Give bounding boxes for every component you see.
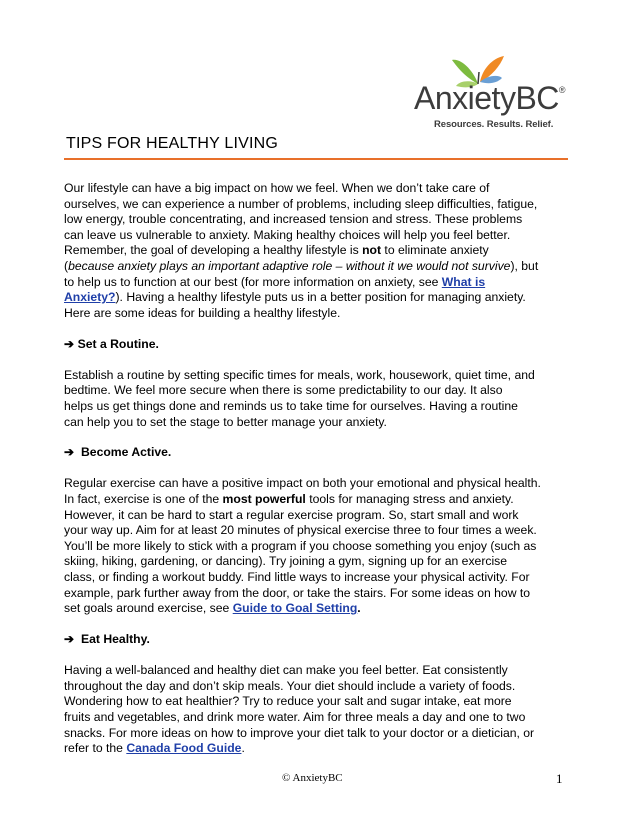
- active-paragraph: [64, 476, 574, 616]
- document-body: [64, 181, 574, 757]
- active-line: your way up. Aim for at least 20 minutes of physical exercise three to four times a week.: [64, 523, 537, 538]
- intro-line: (because anxiety plays an important adaptive role – without it we would not survive), but: [64, 258, 539, 273]
- intro-line: to help us to function at our best (for more information on anxiety, see What is: [64, 274, 486, 289]
- active-line: You’ll be more likely to stick with a program if you choose something you enjoy (such as: [64, 538, 537, 553]
- eat-line: fruits and vegetables, and drink more water. Aim for three meals a day and one to two: [64, 709, 526, 724]
- eat-line: Having a well-balanced and healthy diet can make you feel better. Eat consistently: [64, 663, 508, 678]
- guide-to-goal-setting-link[interactable]: Guide to Goal Setting: [232, 601, 358, 616]
- emphasis-most-powerful: most powerful: [222, 492, 306, 507]
- intro-line: low energy, trouble concentrating, and increased tension and stress. These problems: [64, 212, 523, 227]
- logo-tagline: Resources. Results. Relief.: [434, 119, 554, 130]
- anxietybc-logo: [410, 50, 570, 135]
- routine-line: helps us get things done and reminds us to take time for ourselves. Having a routine: [64, 398, 518, 413]
- routine-line: bedtime. We feel more secure when there is some predictability to our day. It also: [64, 383, 503, 398]
- page-number: 1: [556, 771, 563, 786]
- canada-food-guide-link[interactable]: Canada Food Guide: [126, 741, 242, 756]
- page-title: TIPS FOR HEALTHY LIVING: [66, 135, 279, 152]
- active-line: In fact, exercise is one of the most powerful tools for managing stress and anxiety.: [64, 492, 514, 507]
- section-heading-active: ➔ Become Active.: [64, 445, 172, 460]
- eat-line: throughout the day and don’t skip meals. Your diet should include a variety of foods.: [64, 678, 516, 693]
- arrow-right-icon: ➔: [64, 632, 75, 647]
- eat-line: refer to the Canada Food Guide.: [64, 741, 245, 756]
- eat-paragraph: [64, 663, 574, 757]
- intro-line: Here are some ideas for building a healthy lifestyle.: [64, 305, 341, 320]
- active-line: set goals around exercise, see Guide to Goal Setting.: [64, 601, 361, 616]
- intro-line: Our lifestyle can have a big impact on how we feel. When we don’t take care of: [64, 181, 490, 195]
- intro-line: ourselves, we can experience a number of problems, including sleep difficulties, fatigue,: [64, 196, 538, 211]
- active-line: skiing, hiking, gardening, or dancing). Try joining a gym, signing up for an exercise: [64, 554, 508, 569]
- active-line: However, it can be hard to start a regular exercise program. So, start small and work: [64, 507, 519, 522]
- routine-paragraph: [64, 368, 574, 430]
- intro-line: Remember, the goal of developing a healthy lifestyle is not to eliminate anxiety: [64, 243, 489, 258]
- routine-line: Establish a routine by setting specific times for meals, work, housework, quiet time, and: [64, 367, 535, 382]
- section-heading-routine: ➔ Set a Routine.: [64, 336, 159, 351]
- active-line: Regular exercise can have a positive impact on both your emotional and physical health.: [64, 476, 541, 491]
- active-line: example, park further away from the door, or take the stairs. For some ideas on how to: [64, 585, 531, 600]
- active-line: class, or finding a workout buddy. Find little ways to increase your physical activity. For: [64, 570, 530, 585]
- adaptive-role-note: because anxiety plays an important adaptive role – without it we would not survive: [68, 258, 511, 273]
- routine-line: can help you to set the stage to better manage your anxiety.: [64, 414, 387, 429]
- intro-line: can leave us vulnerable to anxiety. Making healthy choices will help you feel better.: [64, 227, 511, 242]
- emphasis-not: not: [362, 243, 382, 258]
- intro-paragraph: [64, 181, 574, 321]
- title-divider: [64, 158, 568, 160]
- footer-copyright: © AnxietyBC: [282, 772, 343, 784]
- what-is-anxiety-link-cont[interactable]: Anxiety?: [64, 290, 116, 305]
- intro-line: Anxiety?). Having a healthy lifestyle puts us in a better position for managing anxiety.: [64, 290, 526, 305]
- eat-line: Wondering how to eat healthier? Try to reduce your salt and sugar intake, eat more: [64, 694, 512, 709]
- logo-wordmark: AnxietyBC®: [414, 80, 566, 116]
- what-is-anxiety-link[interactable]: What is: [441, 274, 486, 289]
- eat-line: snacks. For more ideas on how to improve your diet talk to your doctor or a dietician, or: [64, 725, 535, 740]
- arrow-right-icon: ➔: [64, 336, 75, 351]
- section-heading-eat: ➔ Eat Healthy.: [64, 632, 150, 647]
- arrow-right-icon: ➔: [64, 445, 75, 460]
